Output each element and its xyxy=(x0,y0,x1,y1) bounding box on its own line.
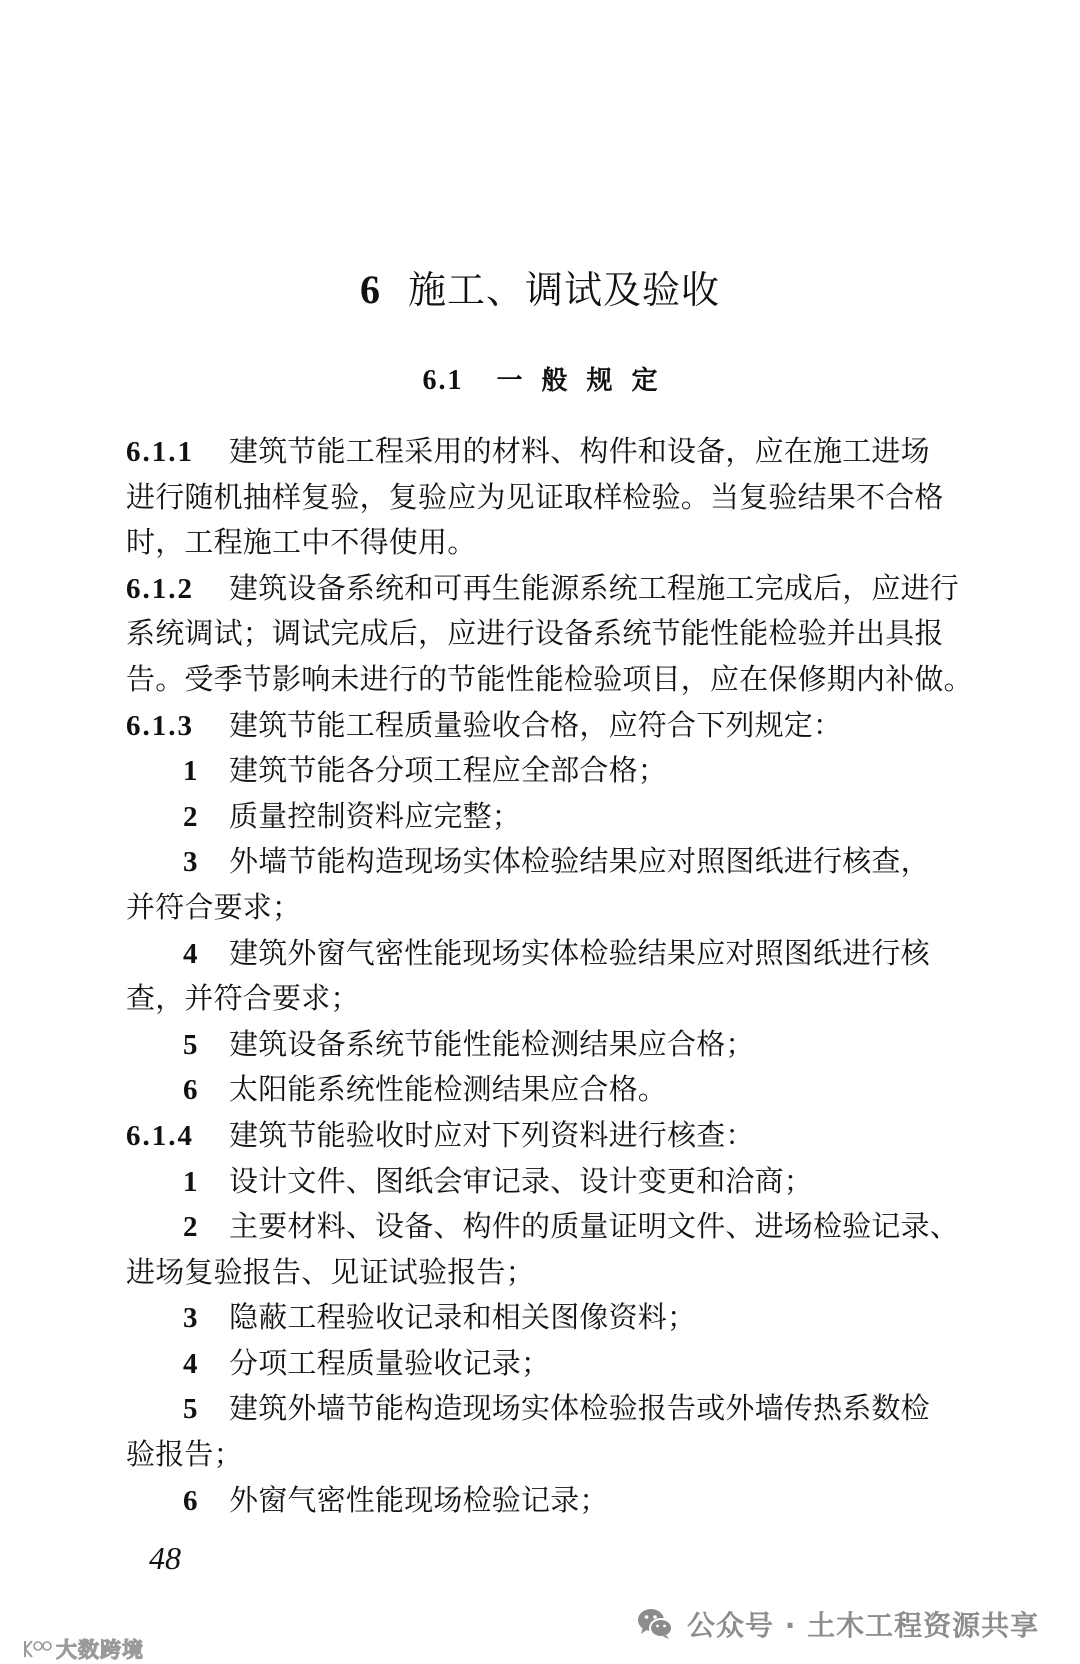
clause-text: 建筑节能验收时应对下列资料进行核查： xyxy=(229,1117,755,1152)
item-number: 2 xyxy=(183,800,198,833)
item-number: 6 xyxy=(183,1074,198,1107)
account-watermark xyxy=(637,1604,1039,1644)
clause-text: 建筑节能工程采用的材料、构件和设备，应在施工进场 xyxy=(229,434,930,468)
item-text: 外墙节能构造现场实体检验结果应对照图纸进行核查， xyxy=(229,844,930,879)
logo-ring xyxy=(34,1642,42,1650)
item-number: 4 xyxy=(183,1347,198,1380)
item-text: 并符合要求； xyxy=(126,889,302,924)
section-title: 一般规定 xyxy=(496,366,677,396)
item-text: 设计文件、图纸会审记录、设计变更和洽商； xyxy=(229,1163,814,1198)
list-item-continuation xyxy=(126,976,1026,1022)
bubble-eye xyxy=(653,1615,657,1619)
item-text: 隐蔽工程验收记录和相关图像资料； xyxy=(229,1300,697,1335)
list-item-continuation xyxy=(126,885,1026,931)
item-text: 建筑设备系统节能性能检测结果应合格； xyxy=(229,1026,755,1061)
bubble-eye xyxy=(645,1615,649,1619)
bubble-eye xyxy=(663,1625,666,1628)
item-text: 分项工程质量验收记录； xyxy=(229,1345,551,1380)
clause-line xyxy=(126,611,1026,657)
item-text: 建筑外窗气密性能现场实体检验结果应对照图纸进行核 xyxy=(229,935,930,970)
list-item-continuation xyxy=(126,1250,1026,1296)
chapter-number: 6 xyxy=(359,267,380,312)
body-text xyxy=(126,429,1026,1523)
item-text: 查，并符合要求； xyxy=(126,981,360,1016)
chapter-heading xyxy=(0,266,1080,314)
clause-text: 建筑节能工程质量验收合格，应符合下列规定： xyxy=(229,707,843,742)
list-item xyxy=(126,1295,1026,1341)
list-item xyxy=(126,1022,1026,1068)
item-text: 进场复验报告、见证试验报告； xyxy=(126,1254,535,1289)
item-text: 建筑节能各分项工程应全部合格； xyxy=(229,753,668,788)
clause-text: 时，工程施工中不得使用。 xyxy=(126,525,477,560)
item-text: 建筑外墙节能构造现场实体检验报告或外墙传热系数检 xyxy=(229,1391,930,1426)
clause-text: 系统调试；调试完成后，应进行设备系统节能性能检验并出具报 xyxy=(126,616,944,651)
item-number: 2 xyxy=(183,1211,198,1244)
clause-line xyxy=(126,566,1026,612)
list-item xyxy=(126,748,1026,794)
chapter-title: 施工、调试及验收 xyxy=(407,268,720,312)
clause-number: 6.1.4 xyxy=(126,1119,194,1152)
item-number: 1 xyxy=(183,755,198,788)
list-item xyxy=(126,1386,1026,1432)
logo-ring xyxy=(43,1642,51,1650)
clause-line xyxy=(126,520,1026,566)
list-item xyxy=(126,1478,1026,1524)
item-text: 太阳能系统性能检测结果应合格。 xyxy=(229,1072,668,1107)
clause-line xyxy=(126,429,1026,475)
corner-logo xyxy=(22,1636,144,1662)
clause-number: 6.1.1 xyxy=(126,436,194,468)
item-number: 4 xyxy=(183,937,198,970)
list-item xyxy=(126,1341,1026,1387)
clause-line xyxy=(126,703,1026,749)
list-item xyxy=(126,1204,1026,1250)
bubble-small xyxy=(650,1619,672,1637)
item-number: 3 xyxy=(183,846,198,879)
item-number: 5 xyxy=(183,1028,198,1061)
list-item xyxy=(126,1159,1026,1205)
clause-number: 6.1.2 xyxy=(126,572,194,605)
logo-k-mark xyxy=(25,1641,32,1657)
list-item xyxy=(126,794,1026,840)
list-item xyxy=(126,931,1026,977)
item-text: 验报告； xyxy=(126,1437,243,1472)
section-number: 6.1 xyxy=(422,365,464,396)
item-text: 主要材料、设备、构件的质量证明文件、进场检验记录、 xyxy=(229,1209,960,1244)
item-number: 1 xyxy=(183,1165,198,1198)
clause-text: 进行随机抽样复验，复验应为见证取样检验。当复验结果不合格 xyxy=(126,479,944,514)
clause-text: 建筑设备系统和可再生能源系统工程施工完成后，应进行 xyxy=(229,570,960,605)
list-item xyxy=(126,839,1026,885)
page-number: 48 xyxy=(149,1540,181,1576)
item-text: 外窗气密性能现场检验记录； xyxy=(229,1482,609,1517)
item-number: 3 xyxy=(183,1302,198,1335)
corner-logo-text: 大数跨境 xyxy=(56,1638,144,1662)
brand-logo-icon xyxy=(22,1638,52,1660)
wechat-icon xyxy=(637,1608,673,1640)
clause-text: 告。受季节影响未进行的节能性能检验项目，应在保修期内补做。 xyxy=(126,661,973,696)
clause-line xyxy=(126,1113,1026,1159)
clause-line xyxy=(126,475,1026,521)
bubble-eye xyxy=(656,1625,659,1628)
item-text: 质量控制资料应完整； xyxy=(229,798,522,833)
section-heading xyxy=(0,363,1080,399)
item-number: 5 xyxy=(183,1393,198,1426)
watermark-text: 公众号 · 土木工程资源共享 xyxy=(687,1609,1040,1642)
list-item xyxy=(126,1067,1026,1113)
clause-line xyxy=(126,657,1026,703)
item-number: 6 xyxy=(183,1484,198,1517)
clause-number: 6.1.3 xyxy=(126,709,194,742)
list-item-continuation xyxy=(126,1432,1026,1478)
